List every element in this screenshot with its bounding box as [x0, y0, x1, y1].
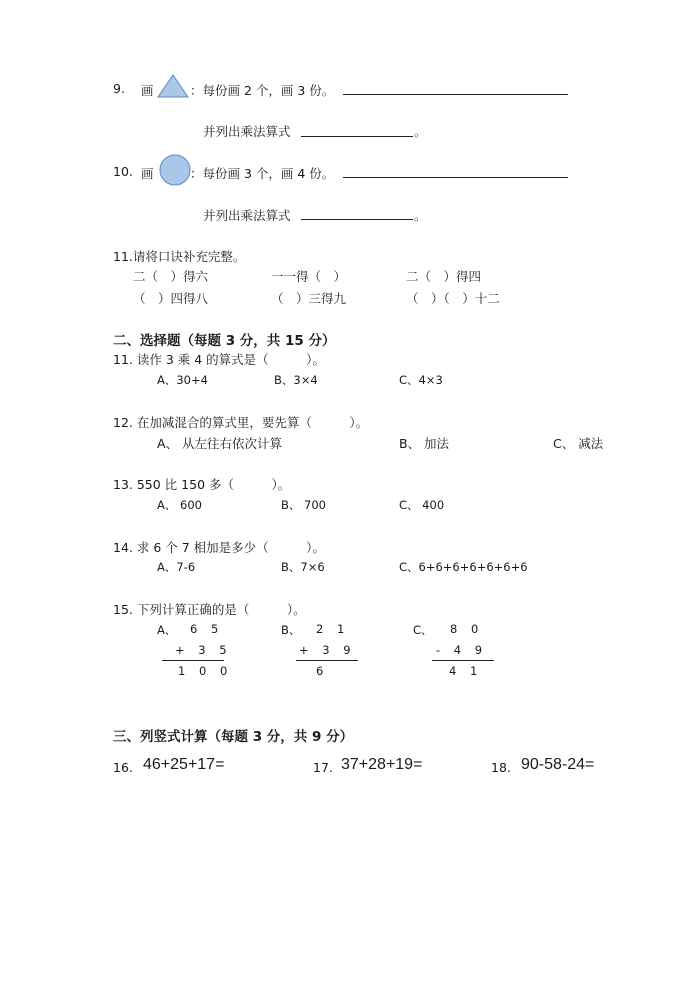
mc14-option-c[interactable]: C、6+6+6+6+6+6+6	[399, 560, 528, 574]
calc-a-rule	[162, 660, 224, 661]
q9-formula-line[interactable]	[301, 136, 413, 137]
calc-c-result: 4 1	[449, 664, 483, 678]
calc-b-top: 2 1	[316, 622, 350, 636]
calc-b-op: + 3 9	[299, 643, 356, 657]
calc-17-number: 17.	[313, 760, 333, 775]
mc-question-11: 11. 读作 3 乘 4 的算式是（ ）。	[113, 352, 325, 367]
mc12-option-b[interactable]: B、 加法	[399, 436, 450, 451]
calc-17-expression: 37+28+19=	[341, 756, 423, 773]
calc-16-expression: 46+25+17=	[143, 756, 225, 773]
q10-answer-line[interactable]	[343, 177, 568, 178]
circle-icon	[158, 154, 192, 186]
mc13-option-c[interactable]: C、 400	[399, 498, 445, 512]
calc-18-number: 18.	[491, 760, 511, 775]
q11-r2-c2: （ ）三得九	[271, 291, 347, 306]
mc11-option-a[interactable]: A、30+4	[157, 373, 208, 387]
mc11-option-c[interactable]: C、4×3	[399, 373, 443, 387]
mc-question-13: 13. 550 比 150 多（ ）。	[113, 477, 291, 492]
mc-question-12: 12. 在加减混合的算式里，要先算（ ）。	[113, 415, 369, 430]
calc-b-rule	[296, 660, 358, 661]
q10-end: 。	[414, 208, 427, 223]
q9-number: 9.	[113, 81, 125, 96]
mc13-option-a[interactable]: A、 600	[157, 498, 202, 512]
mc12-option-a[interactable]: A、 从左往右依次计算	[157, 436, 283, 451]
mc12-option-c[interactable]: C、 减法	[553, 436, 604, 451]
triangle-icon	[156, 73, 190, 99]
calc-16-number: 16.	[113, 760, 133, 775]
q11-r1-c3: 二（ ）得四	[406, 269, 482, 284]
calc-c-rule	[432, 660, 494, 661]
mc14-option-b[interactable]: B、7×6	[281, 560, 325, 574]
q11-r2-c3: （ ）（ ）十二	[406, 291, 500, 306]
q9-followup: 并列出乘法算式	[203, 124, 291, 139]
calc-c-top: 8 0	[450, 622, 484, 636]
calc-18-expression: 90-58-24=	[521, 756, 595, 773]
q9-instruction: ：每份画 2 个，画 3 份。	[190, 83, 335, 98]
mc15-option-c[interactable]: C、	[413, 623, 433, 637]
mc-question-14: 14. 求 6 个 7 相加是多少（ ）。	[113, 540, 325, 555]
mc13-option-b[interactable]: B、 700	[281, 498, 326, 512]
q11-title: 11.请将口诀补充完整。	[113, 249, 246, 264]
calc-a-op: + 3 5	[175, 643, 232, 657]
calc-a-top: 6 5	[190, 622, 224, 636]
q9-draw: 画	[141, 83, 154, 98]
q11-r1-c1: 二（ ）得六	[133, 269, 209, 284]
q10-draw: 画	[141, 166, 154, 181]
q10-followup: 并列出乘法算式	[203, 208, 291, 223]
mc15-option-a[interactable]: A、	[157, 623, 177, 637]
section3-title: 三、列竖式计算（每题 3 分，共 9 分）	[113, 729, 354, 745]
q10-formula-line[interactable]	[301, 219, 413, 220]
mc11-option-b[interactable]: B、3×4	[274, 373, 318, 387]
calc-a-result: 1 0 0	[178, 664, 233, 678]
q9-answer-line[interactable]	[343, 94, 568, 95]
q9-end: 。	[414, 124, 427, 139]
q10-number: 10.	[113, 164, 133, 179]
calc-b-result: 6	[316, 664, 324, 678]
mc14-option-a[interactable]: A、7-6	[157, 560, 196, 574]
q11-r1-c2: 一一得（ ）	[271, 269, 347, 284]
section2-title: 二、选择题（每题 3 分，共 15 分）	[113, 333, 336, 349]
q11-r2-c1: （ ）四得八	[133, 291, 209, 306]
q10-instruction: ：每份画 3 个，画 4 份。	[190, 166, 335, 181]
mc15-option-b[interactable]: B、	[281, 623, 301, 637]
mc-question-15: 15. 下列计算正确的是（ ）。	[113, 602, 306, 617]
calc-c-op: - 4 9	[436, 643, 488, 657]
